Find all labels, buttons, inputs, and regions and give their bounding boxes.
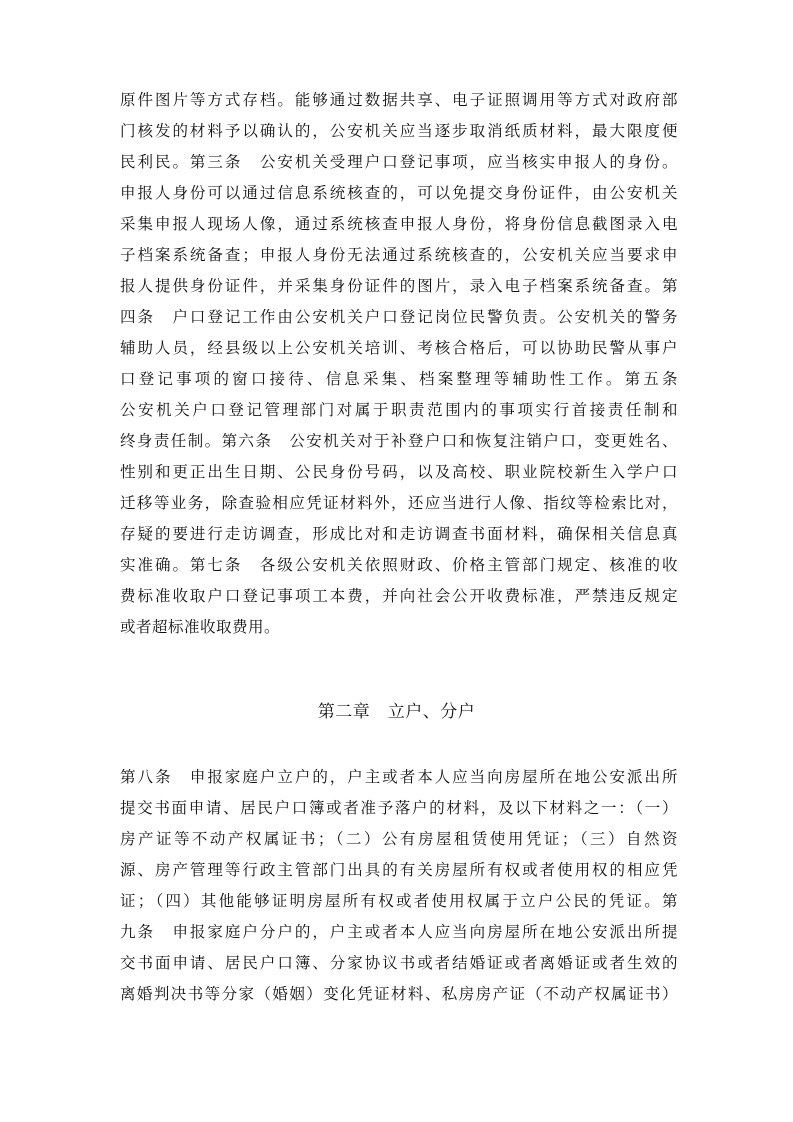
text-line: 性别和更正出生日期、公民身份号码，以及高校、职业院校新生入学户口: [120, 463, 678, 481]
text-line: 四条 户口登记工作由公安机关户口登记岗位民警负责。公安机关的警务: [120, 308, 678, 326]
text-line: 采集申报人现场人像，通过系统核查申报人身份，将身份信息截图录入电: [120, 215, 678, 233]
text-line: 门核发的材料予以确认的，公安机关应当逐步取消纸质材料，最大限度便: [120, 122, 678, 140]
text-line: 九条 申报家庭户分户的，户主或者本人应当向房屋所在地公安派出所提: [120, 923, 678, 941]
text-line: 申报人身份可以通过信息系统核查的，可以免提交身份证件，由公安机关: [120, 184, 678, 202]
text-line: 或者超标准收取费用。: [120, 618, 281, 636]
text-line: 交书面申请、居民户口簿、分家协议书或者结婚证或者离婚证或者生效的: [120, 954, 678, 972]
text-line: 民利民。第三条 公安机关受理户口登记事项，应当核实申报人的身份。: [120, 153, 678, 171]
text-line: 费标准收取户口登记事项工本费，并向社会公开收费标准，严禁违反规定: [120, 587, 678, 605]
text-line: 实准确。第七条 各级公安机关依照财政、价格主管部门规定、核准的收: [120, 556, 678, 574]
text-line: 证；（四）其他能够证明房屋所有权或者使用权属于立户公民的凭证。第: [120, 892, 678, 910]
text-line: 公安机关户口登记管理部门对属于职责范围内的事项实行首接责任制和: [120, 401, 678, 419]
text-line: 迁移等业务，除查验相应凭证材料外，还应当进行人像、指纹等检索比对，: [120, 494, 678, 512]
body-paragraph-1: [120, 85, 678, 643]
text-line: 辅助人员，经县级以上公安机关培训、考核合格后，可以协助民警从事户: [120, 339, 678, 357]
body-paragraph-2: [120, 762, 678, 1010]
text-line: 存疑的要进行走访调查，形成比对和走访调查书面材料，确保相关信息真: [120, 525, 678, 543]
text-line: 原件图片等方式存档。能够通过数据共享、电子证照调用等方式对政府部: [120, 91, 678, 109]
text-line: 源、房产管理等行政主管部门出具的有关房屋所有权或者使用权的相应凭: [120, 861, 678, 879]
text-line: 报人提供身份证件，并采集身份证件的图片，录入电子档案系统备查。第: [120, 277, 678, 295]
text-line: 子档案系统备查；申报人身份无法通过系统核查的，公安机关应当要求申: [120, 246, 678, 264]
text-line: 离婚判决书等分家（婚姻）变化凭证材料、私房房产证（不动产权属证书）: [120, 985, 678, 1003]
text-line: 终身责任制。第六条 公安机关对于补登户口和恢复注销户口，变更姓名、: [120, 432, 678, 450]
chapter-heading: 第二章 立户、分户: [317, 702, 476, 722]
text-line: 房产证等不动产权属证书；（二）公有房屋租赁使用凭证；（三）自然资: [120, 830, 678, 848]
text-line: 第八条 申报家庭户立户的，户主或者本人应当向房屋所在地公安派出所: [120, 768, 678, 786]
text-line: 口登记事项的窗口接待、信息采集、档案整理等辅助性工作。第五条: [120, 370, 678, 388]
text-line: 提交书面申请、居民户口簿或者准予落户的材料，及以下材料之一：（一）: [120, 799, 678, 817]
